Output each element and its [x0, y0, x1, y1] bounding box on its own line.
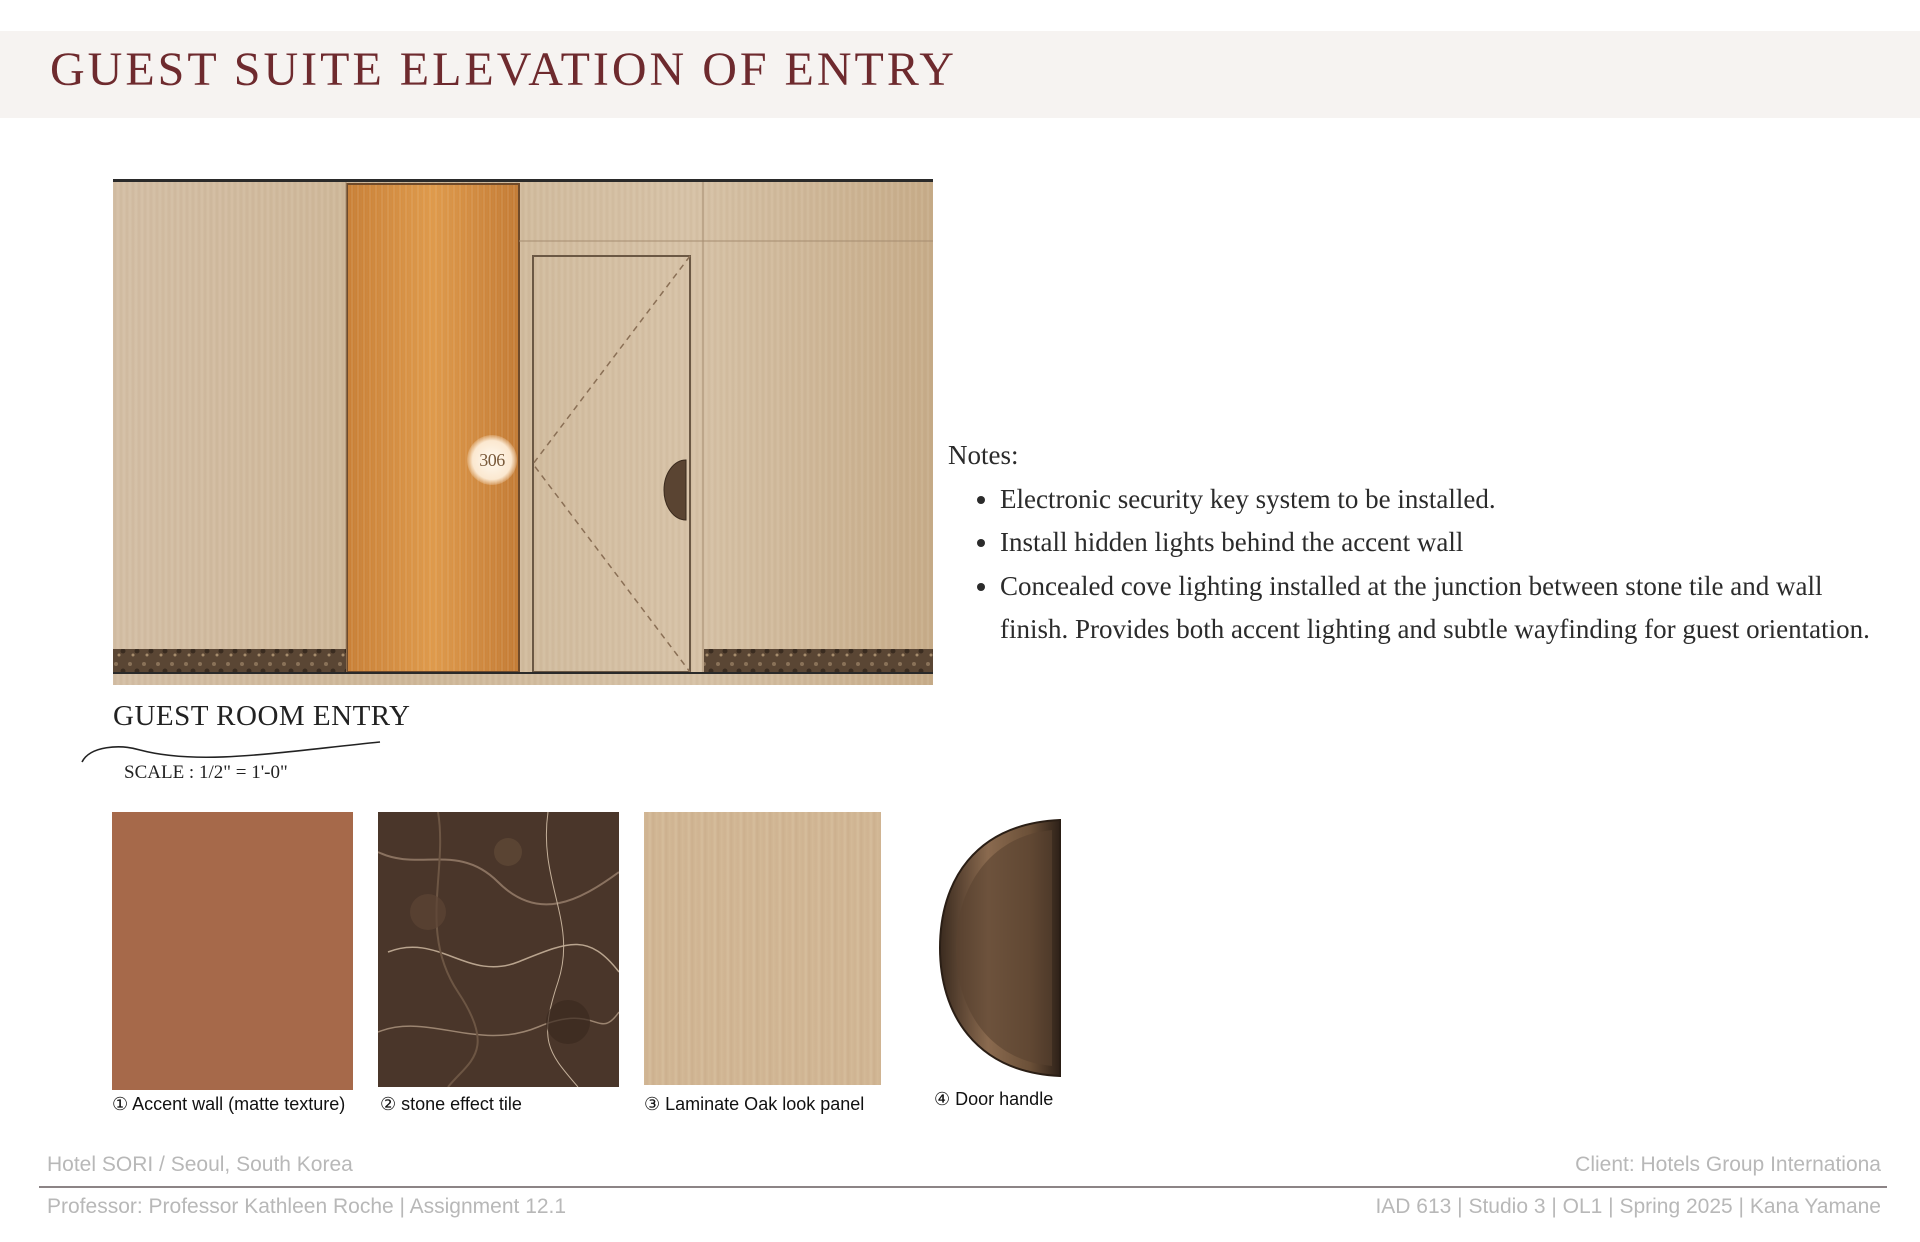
elevation-scale: SCALE : 1/2" = 1'-0" — [124, 762, 288, 783]
page-title: GUEST SUITE ELEVATION OF ENTRY — [50, 43, 957, 96]
note-item: • Electronic security key system to be installed. — [1000, 478, 1888, 522]
stone-base-left — [113, 649, 346, 672]
note-item: • Concealed cove lighting installed at the junction between stone tile and wall finish. Provides both accent lighting and subtle wayfinding for guest orientation. — [1000, 565, 1888, 652]
footer-divider — [39, 1186, 1887, 1188]
elevation-caption-title: GUEST ROOM ENTRY — [113, 700, 411, 732]
accent-wall-swatch — [112, 812, 353, 1090]
notes — [948, 434, 1888, 652]
notes-list — [948, 478, 1888, 652]
footer-course: IAD 613 | Studio 3 | OL1 | Spring 2025 | Kana Yamane — [1375, 1195, 1881, 1218]
footer-hotel: Hotel SORI / Seoul, South Korea — [47, 1153, 353, 1176]
stone-tile-swatch — [378, 812, 619, 1087]
door-handle-swatch — [934, 812, 1068, 1084]
laminate-oak-swatch — [644, 812, 881, 1085]
material-label: ① Accent wall (matte texture) — [112, 1094, 346, 1114]
material-label: ④ Door handle — [934, 1089, 1054, 1109]
material-label: ③ Laminate Oak look panel — [644, 1094, 865, 1114]
room-number-plate: 306 — [467, 435, 517, 485]
footer-professor: Professor: Professor Kathleen Roche | Assignment 12.1 — [47, 1195, 567, 1218]
elevation-drawing — [113, 179, 933, 685]
footer-client: Client: Hotels Group Internationa — [1575, 1153, 1881, 1176]
note-item: • Install hidden lights behind the accent wall — [1000, 521, 1888, 565]
stone-base-right — [704, 649, 933, 672]
notes-title: Notes: — [948, 440, 1019, 470]
material-label: ② stone effect tile — [380, 1094, 522, 1114]
